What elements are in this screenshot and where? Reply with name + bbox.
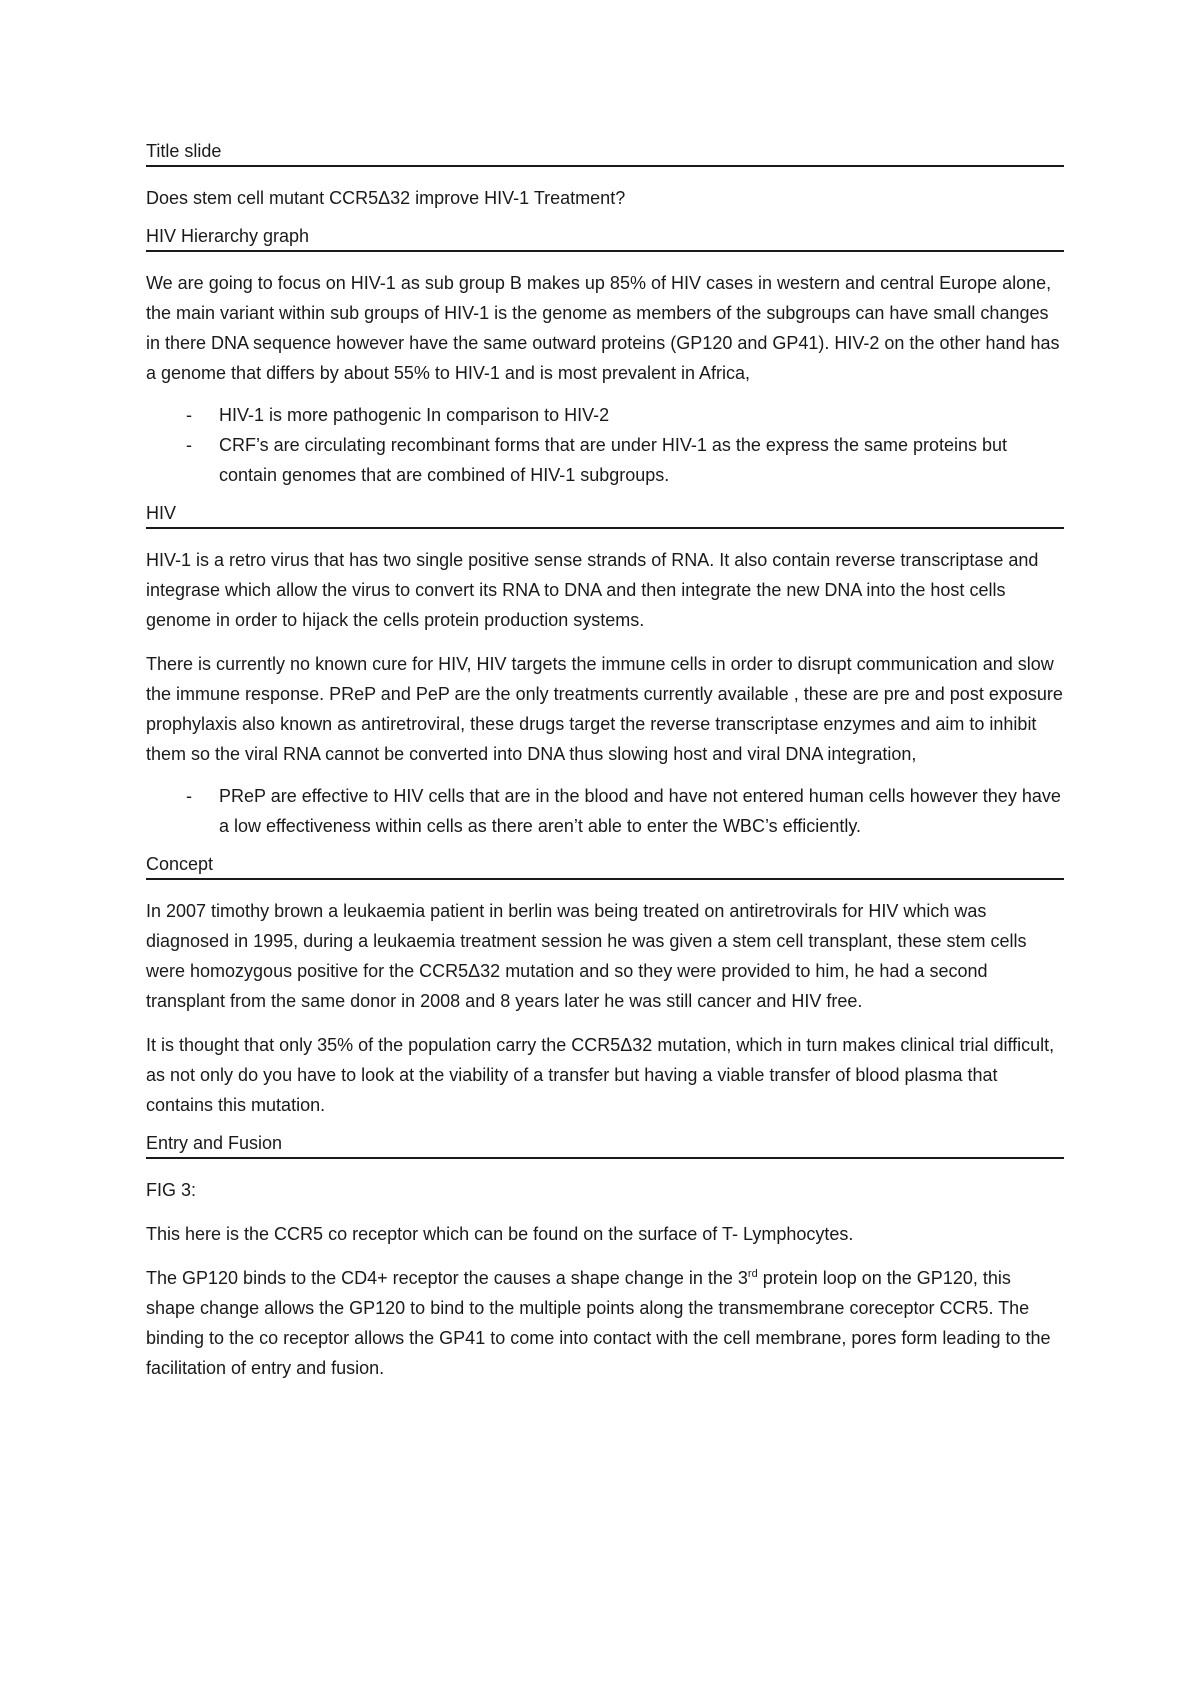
heading-entry-and-fusion: Entry and Fusion [146,1132,1064,1159]
entry-paragraph-2 [146,1263,1064,1383]
concept-paragraph-2: It is thought that only 35% of the population carry the CCR5Δ32 mutation, which in turn makes clinical trial difficult, as not only do you have to look at the viability of a transfer but having a viable transfer of blood plasma that contains this mutation. [146,1035,1055,1115]
heading-concept: Concept [146,853,1064,880]
entry-text-part-1: The GP120 binds to the CD4+ receptor the causes a shape change in the 3 [146,1268,748,1288]
hiv-paragraph-2: There is currently no known cure for HIV, HIV targets the immune cells in order to disrupt communication and slow the immune response. PReP and PeP are the only treatments currently available , these are pre and post exposure prophylaxis also known as antiretroviral, these drugs target the reverse transcriptase enzymes and aim to inhibit them so the viral RNA cannot be converted into DNA thus slowing host and viral DNA integration, [146,654,1063,764]
ordinal-superscript: rd [747,1268,758,1280]
concept-paragraph-1: In 2007 timothy brown a leukaemia patient in berlin was being treated on antiretrovirals for HIV which was diagnosed in 1995, during a leukaemia treatment session he was given a stem cell transplant, these stem cells were homozygous positive for the CCR5Δ32 mutation and so they were provided to him, he had a second transplant from the same donor in 2008 and 8 years later he was still cancer and HIV free. [146,901,1027,1011]
heading-hiv: HIV [146,502,1064,529]
hiv-bullet-list [146,781,1064,841]
entry-paragraph-1: This here is the CCR5 co receptor which can be found on the surface of T- Lymphocytes. [146,1224,854,1244]
hierarchy-paragraph: We are going to focus on HIV-1 as sub group B makes up 85% of HIV cases in western and central Europe alone, the main variant within sub groups of HIV-1 is the genome as members of the subgroups can have small changes in there DNA sequence however have the same outward proteins (GP120 and GP41). HIV-2 on the other hand has a genome that differs by about 55% to HIV-1 and is most prevalent in Africa, [146,273,1060,383]
entry-text-part-2: protein loop on the GP120, this shape change allows the GP120 to bind to the multiple points along the transmembrane coreceptor CCR5. The binding to the co receptor allows the GP41 to come into contact with the cell membrane, pores form leading to the facilitation of entry and fusion. [146,1268,1051,1378]
heading-title-slide: Title slide [146,140,1064,167]
figure-label: FIG 3: [146,1180,197,1200]
hiv-paragraph-1: HIV-1 is a retro virus that has two single positive sense strands of RNA. It also contain reverse transcriptase and integrase which allow the virus to convert its RNA to DNA and then integrate the new DNA into the host cells genome in order to hijack the cells protein production systems. [146,550,1039,630]
hierarchy-bullet-list [146,400,1064,490]
list-item: - PReP are effective to HIV cells that are in the blood and have not entered human cells however they have a low effectiveness within cells as there aren’t able to enter the WBC’s efficiently. [146,781,1064,841]
title-question: Does stem cell mutant CCR5Δ32 improve HIV-1 Treatment? [146,188,626,208]
list-item: - CRF’s are circulating recombinant forms that are under HIV-1 as the express the same proteins but contain genomes that are combined of HIV-1 subgroups. [146,430,1064,490]
heading-hiv-hierarchy: HIV Hierarchy graph [146,225,1064,252]
list-item: - HIV-1 is more pathogenic In comparison to HIV-2 [146,400,1064,430]
document-page [146,140,1064,1383]
